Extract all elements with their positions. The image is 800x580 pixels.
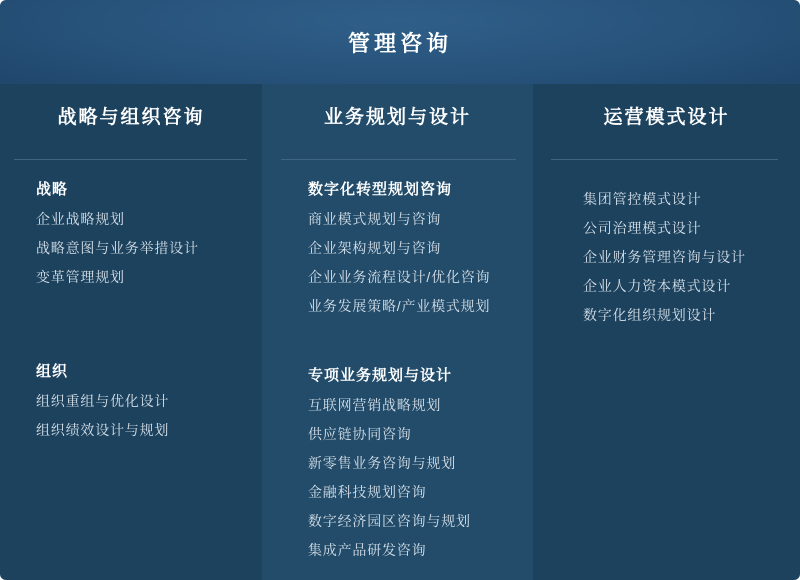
item-list — [36, 212, 262, 284]
menu-item[interactable]: 互联网营销战略规划 — [308, 397, 442, 413]
divider — [281, 159, 516, 160]
menu-item[interactable]: 数字化组织规划设计 — [583, 307, 717, 323]
column-body — [0, 182, 262, 437]
menu-item[interactable]: 新零售业务咨询与规划 — [308, 455, 456, 471]
item-list — [583, 192, 800, 322]
divider — [551, 159, 778, 160]
column-body — [533, 192, 800, 322]
section-strategy — [36, 182, 262, 284]
column-operation-model — [533, 84, 800, 580]
section-special-business — [308, 368, 533, 557]
menu-item[interactable]: 公司治理模式设计 — [583, 220, 702, 236]
menu-item[interactable]: 集团管控模式设计 — [583, 191, 702, 207]
item-list — [308, 212, 533, 313]
column-body — [262, 182, 533, 557]
menu-item[interactable]: 商业模式规划与咨询 — [308, 211, 442, 227]
menu-item[interactable]: 战略意图与业务举措设计 — [36, 240, 199, 256]
column-header-strategy-organization[interactable]: 战略与组织咨询 — [57, 107, 205, 128]
section-title-organization[interactable]: 组织 — [36, 363, 69, 380]
columns-container — [0, 84, 800, 580]
divider — [14, 159, 247, 160]
menu-item[interactable]: 集成产品研发咨询 — [308, 542, 427, 558]
page-title: 管理咨询 — [347, 30, 452, 56]
section-title-special-business[interactable]: 专项业务规划与设计 — [308, 367, 453, 384]
menu-item[interactable]: 组织重组与优化设计 — [36, 393, 170, 409]
item-list — [36, 394, 262, 437]
menu-item[interactable]: 企业财务管理咨询与设计 — [583, 249, 746, 265]
section-organization — [36, 364, 262, 437]
menu-item[interactable]: 变革管理规划 — [36, 269, 125, 285]
column-header-operation-model[interactable]: 运营模式设计 — [603, 107, 730, 128]
menu-item[interactable]: 供应链协同咨询 — [308, 426, 412, 442]
menu-item[interactable]: 数字经济园区咨询与规划 — [308, 513, 471, 529]
section-operation-model-items — [583, 192, 800, 322]
menu-item[interactable]: 企业战略规划 — [36, 211, 125, 227]
section-title-strategy[interactable]: 战略 — [36, 181, 69, 198]
item-list — [308, 398, 533, 557]
column-strategy-organization — [0, 84, 262, 580]
column-business-planning — [262, 84, 533, 580]
menu-header — [0, 0, 800, 84]
menu-item[interactable]: 企业人力资本模式设计 — [583, 278, 731, 294]
menu-item[interactable]: 业务发展策略/产业模式规划 — [308, 298, 491, 314]
section-title-digital-transformation[interactable]: 数字化转型规划咨询 — [308, 181, 453, 198]
menu-item[interactable]: 企业架构规划与咨询 — [308, 240, 442, 256]
menu-item[interactable]: 金融科技规划咨询 — [308, 484, 427, 500]
menu-item[interactable]: 企业业务流程设计/优化咨询 — [308, 269, 491, 285]
column-header-business-planning[interactable]: 业务规划与设计 — [323, 107, 471, 128]
menu-item[interactable]: 组织绩效设计与规划 — [36, 422, 170, 438]
section-digital-transformation — [308, 182, 533, 313]
